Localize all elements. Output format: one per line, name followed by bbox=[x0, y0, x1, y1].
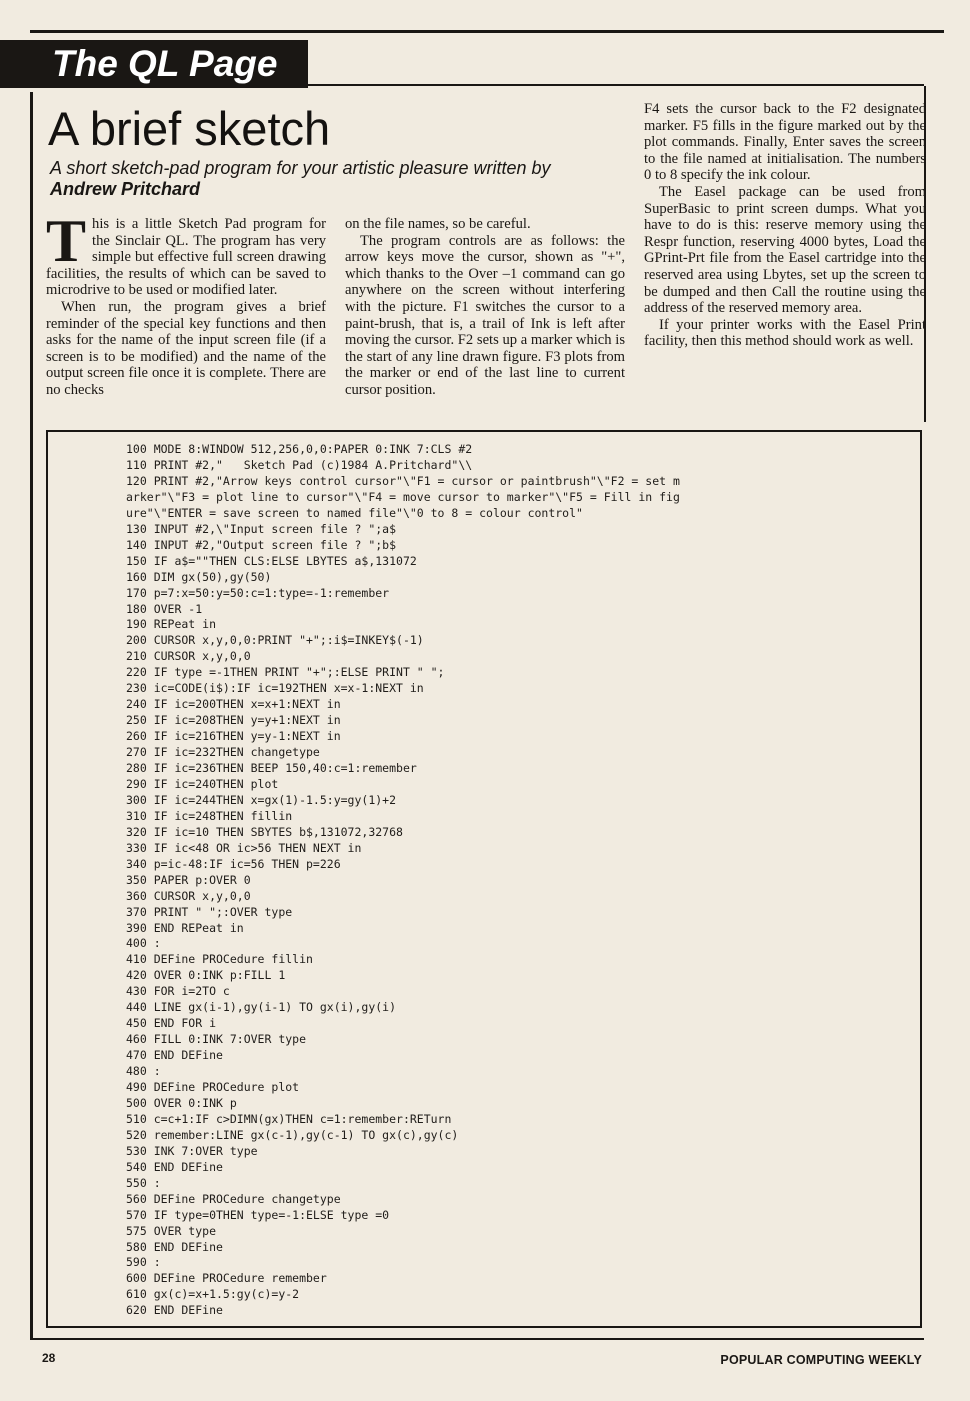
listing-line: 420 OVER 0:INK p:FILL 1 bbox=[126, 968, 286, 983]
listing-line: 130 INPUT #2,\"Input screen file ? ";a$ bbox=[126, 521, 397, 536]
drop-cap: T bbox=[46, 208, 87, 274]
bottom-rule bbox=[30, 1338, 924, 1340]
listing-line: 510 c=c+1:IF c>DIMN(gx)THEN c=1:remember:RETurn bbox=[126, 1111, 452, 1126]
listing-line: 570 IF type=0THEN type=-1:ELSE type =0 bbox=[126, 1207, 390, 1222]
article-standfirst bbox=[50, 158, 610, 200]
listing-line: 550 : bbox=[126, 1175, 161, 1190]
listing-line: 580 END DEFine bbox=[126, 1239, 223, 1254]
top-rule bbox=[30, 30, 944, 33]
standfirst-text: A short sketch-pad program for your artistic pleasure written by bbox=[50, 158, 551, 178]
listing-line: 290 IF ic=240THEN plot bbox=[126, 776, 279, 791]
body-column-2 bbox=[345, 216, 625, 399]
listing-line: 430 FOR i=2TO c bbox=[126, 984, 230, 999]
paragraph: The program controls are as follows: the arrow keys move the cursor, shown as "+", which thanks to the Over –1 command can go anywhere on the screen without interfering with the picture. F1 switches the cursor to a paint-brush, that is, a trail of Ink is left after moving the cursor. F2 sets up a marker which is the start of any line drawn figure. F3 plots from the marker or end of the last line to current cursor position. bbox=[345, 232, 625, 398]
listing-line: 500 OVER 0:INK p bbox=[126, 1095, 237, 1110]
listing-line: 150 IF a$=""THEN CLS:ELSE LBYTES a$,131072 bbox=[126, 553, 417, 568]
listing-line: 480 : bbox=[126, 1064, 161, 1079]
listing-line: 490 DEFine PROCedure plot bbox=[126, 1080, 300, 1094]
listing-line: 250 IF ic=208THEN y=y+1:NEXT in bbox=[126, 713, 341, 728]
listing-line: 110 PRINT #2," Sketch Pad (c)1984 A.Pritchard"\\ bbox=[126, 457, 473, 472]
listing-line: 330 IF ic<48 OR ic>56 THEN NEXT in bbox=[126, 840, 362, 855]
listing-line: 230 ic=CODE(i$):IF ic=192THEN x=x-1:NEXT in bbox=[126, 681, 424, 696]
listing-line: 140 INPUT #2,"Output screen file ? ";b$ bbox=[126, 537, 397, 552]
listing-line: 260 IF ic=216THEN y=y-1:NEXT in bbox=[126, 729, 341, 744]
body-column-3 bbox=[644, 101, 926, 350]
page-number: 28 bbox=[42, 1351, 56, 1365]
listing-line: 170 p=7:x=50:y=50:c=1:type=-1:remember bbox=[126, 585, 390, 600]
listing-line: 180 OVER -1 bbox=[126, 601, 203, 616]
listing-line: 160 DIM gx(50),gy(50) bbox=[126, 569, 272, 584]
listing-line: 400 : bbox=[126, 936, 161, 951]
listing-line: 190 REPeat in bbox=[126, 617, 217, 632]
listing-line: 270 IF ic=232THEN changetype bbox=[126, 745, 320, 760]
listing-line: 350 PAPER p:OVER 0 bbox=[126, 872, 251, 887]
left-border bbox=[30, 92, 33, 1340]
listing-line: 460 FILL 0:INK 7:OVER type bbox=[126, 1032, 307, 1047]
listing-line: 590 : bbox=[126, 1255, 161, 1270]
paragraph bbox=[46, 208, 326, 299]
magazine-name: POPULAR COMPUTING WEEKLY bbox=[720, 1353, 922, 1367]
listing-line: 575 OVER type bbox=[126, 1223, 217, 1238]
paragraph: If your printer works with the Easel Print facility, then this method should work as well. bbox=[644, 316, 926, 350]
listing-line: 320 IF ic=10 THEN SBYTES b$,131072,32768 bbox=[126, 824, 403, 839]
listing-line: 360 CURSOR x,y,0,0 bbox=[126, 888, 251, 903]
listing-line: 120 PRINT #2,"Arrow keys control cursor"\"F1 = cursor or paintbrush"\"F2 = set m bbox=[126, 473, 680, 488]
listing-line: 200 CURSOR x,y,0,0:PRINT "+";:i$=INKEY$(-1) bbox=[126, 633, 424, 648]
listing-line: 300 IF ic=244THEN x=gx(1)-1.5:y=gy(1)+2 bbox=[126, 792, 397, 807]
listing-line: 470 END DEFine bbox=[126, 1048, 223, 1063]
listing-line: 340 p=ic-48:IF ic=56 THEN p=226 bbox=[126, 856, 341, 871]
listing-line: 240 IF ic=200THEN x=x+1:NEXT in bbox=[126, 697, 341, 712]
listing-line: arker"\"F3 = plot line to cursor"\"F4 = move cursor to marker"\"F5 = Fill in fig bbox=[126, 489, 680, 504]
article-headline: A brief sketch bbox=[48, 102, 331, 155]
listing-line: 600 DEFine PROCedure remember bbox=[126, 1271, 327, 1286]
paragraph: F4 sets the cursor back to the F2 designated marker. F5 fills in the figure marked out by the plot commands. Finally, Enter saves the screen to the file named at initialisation. The numbers 0 to 8 specify the ink colour. bbox=[644, 101, 926, 184]
author-name: Andrew Pritchard bbox=[50, 179, 201, 199]
listing-line: 410 DEFine PROCedure fillin bbox=[126, 952, 313, 967]
listing-line: 390 END REPeat in bbox=[126, 920, 244, 935]
header-rule bbox=[308, 84, 924, 86]
paragraph: on the file names, so be careful. bbox=[345, 216, 531, 232]
listing-line: 530 INK 7:OVER type bbox=[126, 1143, 258, 1158]
paragraph: When run, the program gives a brief reminder of the special key functions and then asks for the name of the input screen file (if a screen is to be modified) and the name of the output screen file once it is complete. There are no checks bbox=[46, 298, 326, 398]
listing-line: 280 IF ic=236THEN BEEP 150,40:c=1:remember bbox=[126, 761, 417, 775]
listing-line: 520 remember:LINE gx(c-1),gy(c-1) TO gx(c),gy(c) bbox=[126, 1127, 459, 1142]
body-column-1 bbox=[46, 208, 326, 399]
listing-line: 310 IF ic=248THEN fillin bbox=[126, 808, 293, 823]
listing-line: 560 DEFine PROCedure changetype bbox=[126, 1191, 341, 1206]
listing-line: ure"\"ENTER = save screen to named file"\"0 to 8 = colour control" bbox=[126, 505, 583, 520]
listing-line: 610 gx(c)=x+1.5:gy(c)=y-2 bbox=[126, 1287, 300, 1302]
section-header: The QL Page bbox=[0, 40, 308, 88]
listing-line: 210 CURSOR x,y,0,0 bbox=[126, 649, 251, 664]
listing-line: 450 END FOR i bbox=[126, 1016, 217, 1031]
listing-line: 100 MODE 8:WINDOW 512,256,0,0:PAPER 0:INK 7:CLS #2 bbox=[126, 442, 473, 456]
listing-line: 540 END DEFine bbox=[126, 1159, 223, 1174]
paragraph-text: his is a little Sketch Pad program for the Sinclair QL. The program has very simple but effective full screen drawing facilities, the results of which can be saved to microdrive to be used or modified later. bbox=[46, 216, 326, 299]
listing-line: 220 IF type =-1THEN PRINT "+";:ELSE PRINT " "; bbox=[126, 665, 445, 680]
listing-line: 440 LINE gx(i-1),gy(i-1) TO gx(i),gy(i) bbox=[126, 1000, 397, 1015]
listing-line: 370 PRINT " ";:OVER type bbox=[126, 904, 293, 919]
paragraph: The Easel package can be used from SuperBasic to print screen dumps. What you have to do is this: reserve memory using the Respr function, reserving 4000 bytes, Load the GPrint-Prt file from the Easel cartridge into the reserved area using Lbytes, set up the screen to be dumped and then Call the routine using the address of the reserved memory area. bbox=[644, 183, 926, 317]
listing-line: 620 END DEFine bbox=[126, 1303, 223, 1318]
